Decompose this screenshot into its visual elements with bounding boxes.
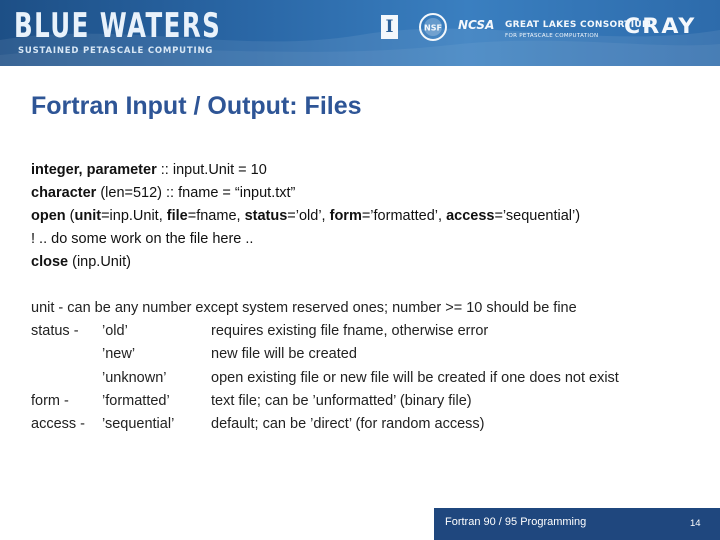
footer-course-title: Fortran 90 / 95 Programming <box>445 516 587 528</box>
illinois-logo: I <box>381 15 398 39</box>
glc-logo-text: GREAT LAKES CONSORTIUM <box>505 20 652 30</box>
code-line-integer <box>31 161 267 179</box>
svg-text:NSF: NSF <box>424 23 442 33</box>
note-value: ’old’ <box>102 323 128 339</box>
blue-waters-logo: BLUE WATERS <box>14 6 222 46</box>
note-value: ’new’ <box>102 346 136 362</box>
glc-logo-subtext: FOR PETASCALE COMPUTATION <box>505 33 599 39</box>
slide-number: 14 <box>690 518 701 529</box>
code-line-open <box>31 207 580 225</box>
code-keyword: file <box>166 208 188 224</box>
code-line-close <box>31 253 131 271</box>
code-keyword: status <box>244 208 288 224</box>
code-text: :: input.Unit = 10 <box>156 162 267 178</box>
code-text: =’old’, <box>287 208 330 224</box>
note-description: default; can be ’direct’ (for random access) <box>211 416 485 432</box>
code-keyword: access <box>446 208 495 224</box>
code-keyword: close <box>31 254 69 270</box>
note-description: requires existing file fname, otherwise error <box>211 323 489 339</box>
nsf-logo <box>418 12 448 42</box>
note-label: form - <box>31 393 69 409</box>
code-text: =fname, <box>187 208 245 224</box>
page-title: Fortran Input / Output: Files <box>31 92 362 120</box>
code-line-comment: ! .. do some work on the file here .. <box>31 231 254 247</box>
note-value: ’sequential’ <box>102 416 175 432</box>
code-keyword: open <box>31 208 66 224</box>
note-description: new file will be created <box>211 346 357 362</box>
cray-logo: CRAY <box>624 14 697 38</box>
note-value: ’unknown’ <box>102 370 167 386</box>
blue-waters-tagline: SUSTAINED PETASCALE COMPUTING <box>18 46 214 56</box>
code-text: ( <box>65 208 75 224</box>
code-text: =’formatted’, <box>361 208 447 224</box>
code-text: =’sequential’) <box>494 208 581 224</box>
note-description: text file; can be ’unformatted’ (binary file) <box>211 393 472 409</box>
code-text: =inp.Unit, <box>101 208 167 224</box>
note-description: open existing file or new file will be created if one does not exist <box>211 370 619 386</box>
code-keyword: form <box>329 208 362 224</box>
ncsa-logo: NCSA <box>458 18 495 32</box>
note-label: status - <box>31 323 79 339</box>
note-value: ’formatted’ <box>102 393 170 409</box>
code-text: (len=512) :: fname = “input.txt” <box>96 185 296 201</box>
code-text: (inp.Unit) <box>68 254 131 270</box>
note-label: access - <box>31 416 85 432</box>
code-keyword: integer, parameter <box>31 162 157 178</box>
code-line-character <box>31 184 295 202</box>
code-keyword: unit <box>74 208 102 224</box>
header-banner <box>0 0 720 66</box>
code-keyword: character <box>31 185 97 201</box>
note-unit: unit - can be any number except system reserved ones; number >= 10 should be fine <box>31 300 577 316</box>
